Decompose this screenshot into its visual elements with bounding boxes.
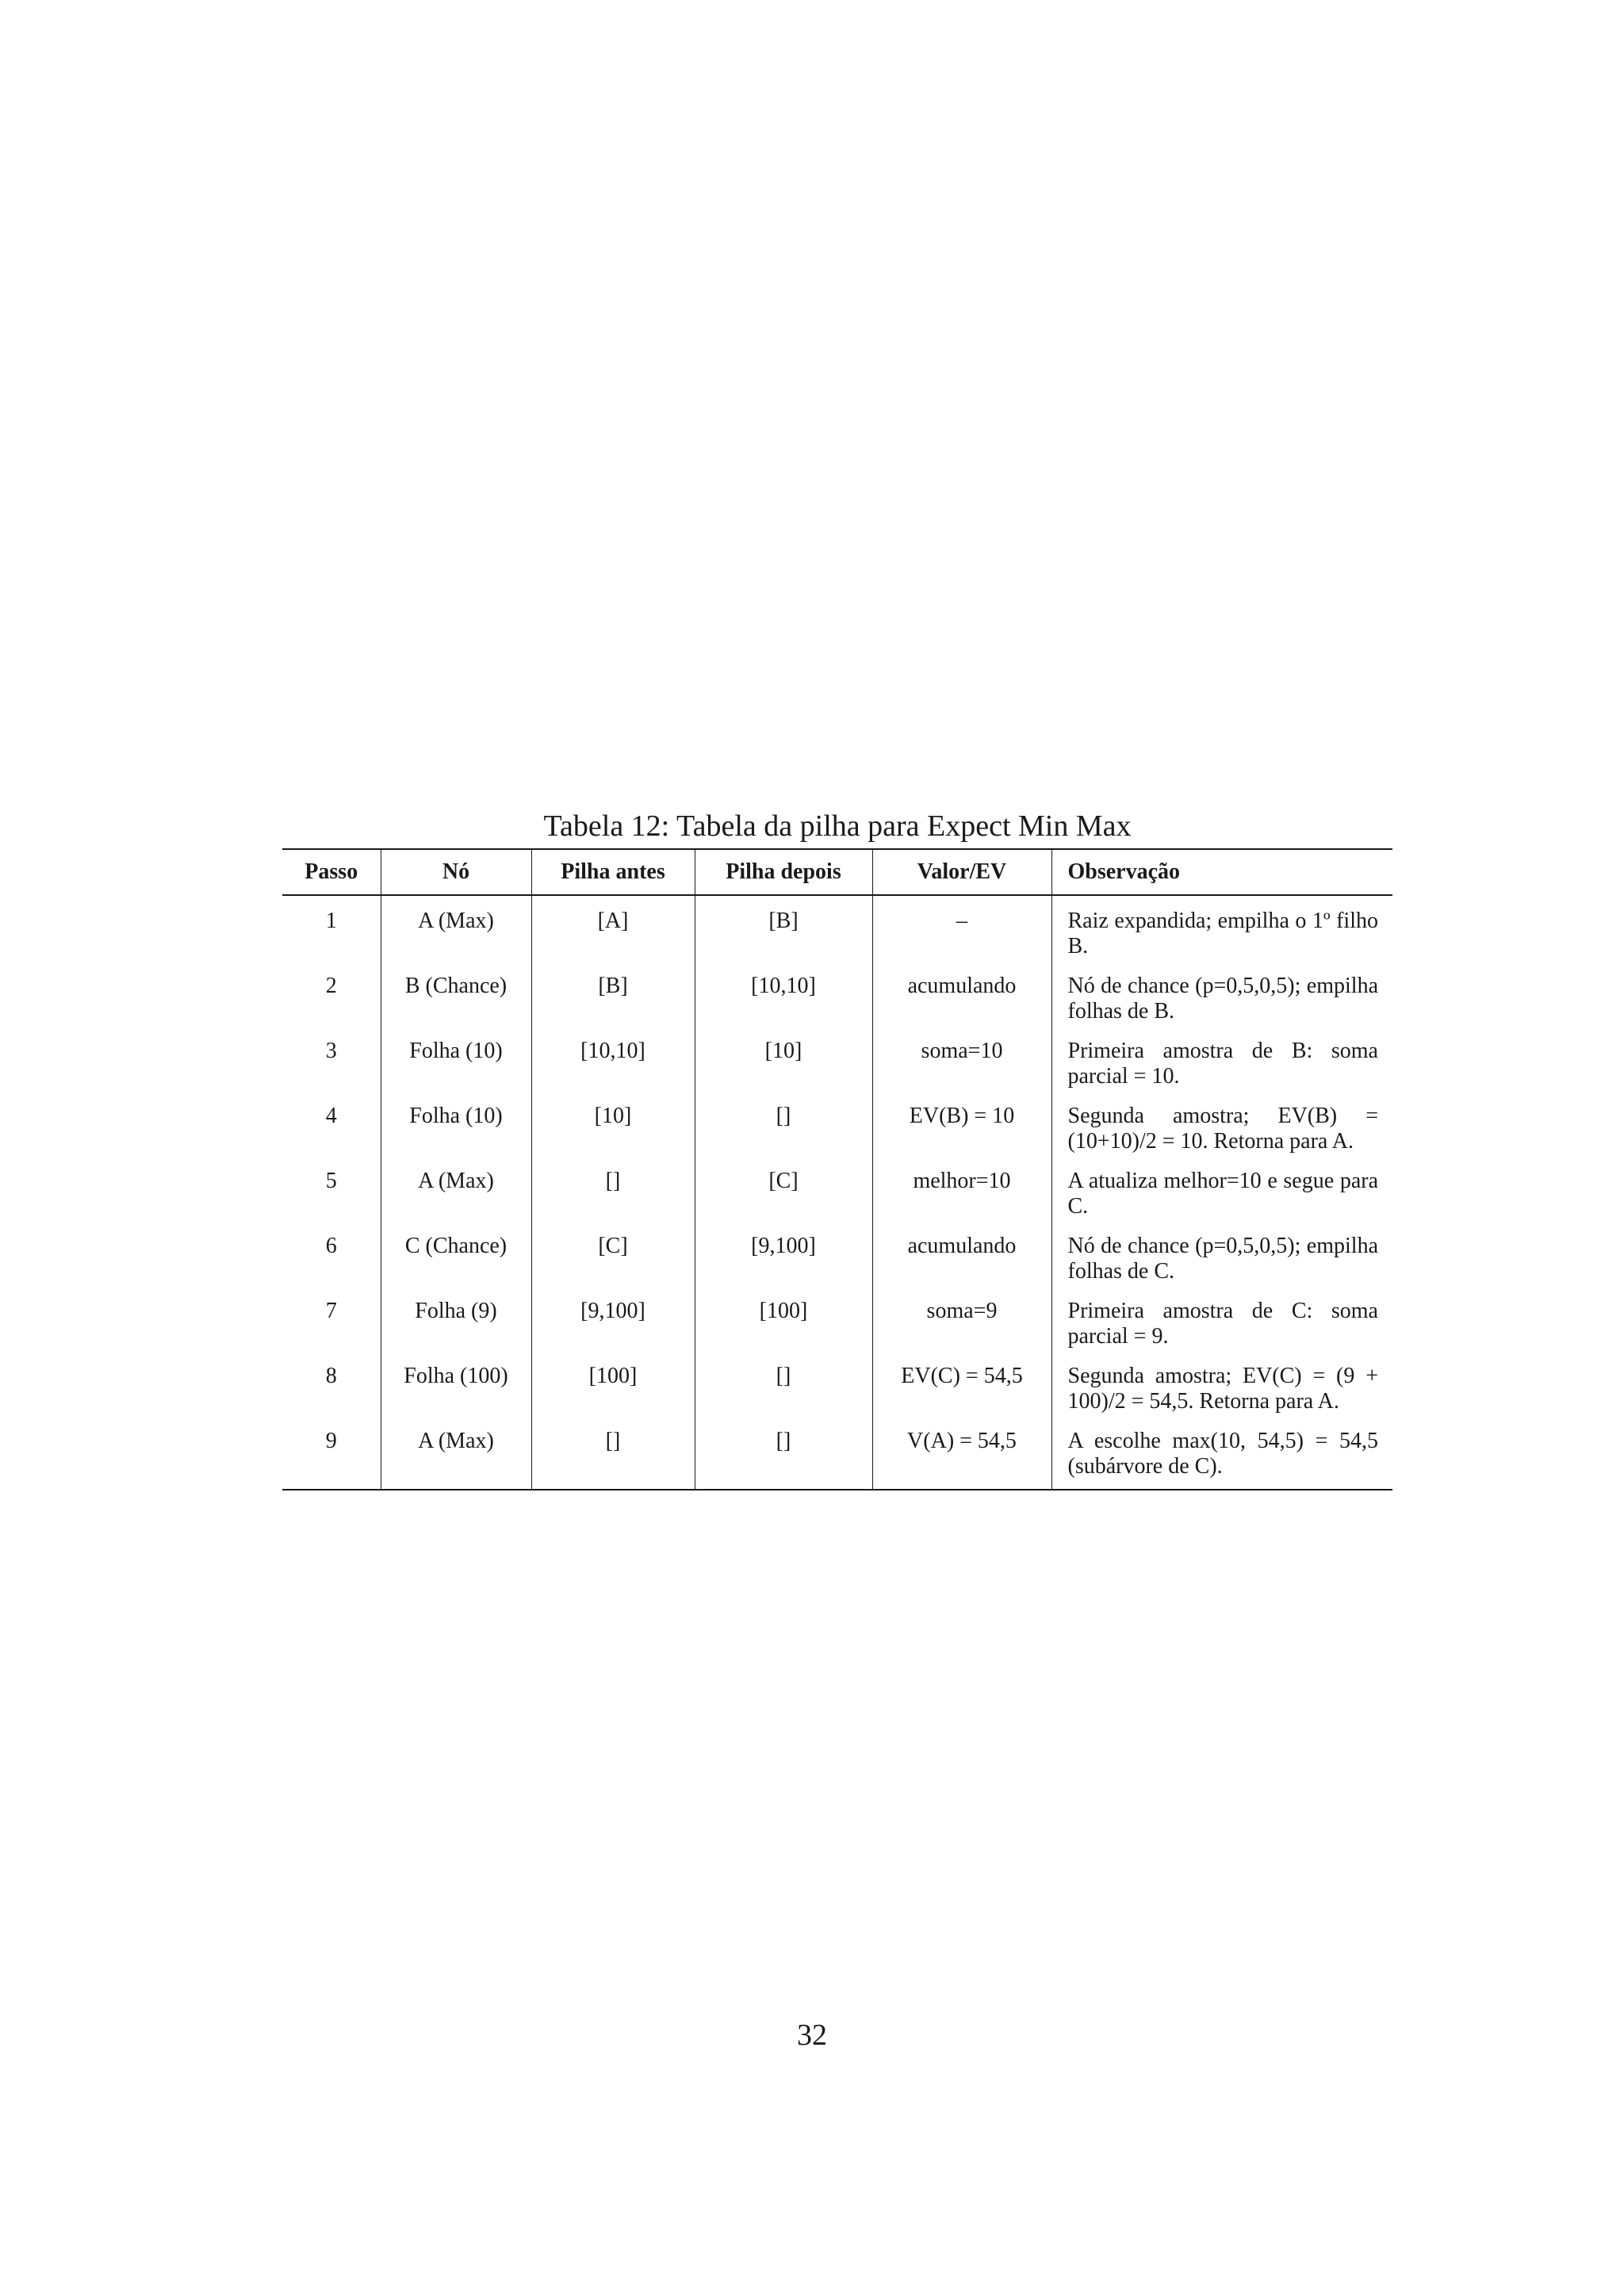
cell-observacao: Raiz expandida; empilha o 1º filho B. <box>1051 895 1392 974</box>
cell-valor-ev: acumulando <box>872 974 1051 1039</box>
cell-passo: 5 <box>325 1169 337 1193</box>
cell-pilha-depois: [C] <box>695 1169 872 1234</box>
cell-pilha-depois: [B] <box>695 895 872 974</box>
cell-pilha-depois: [10] <box>695 1039 872 1104</box>
cell-no: Folha (10) <box>381 1104 531 1169</box>
col-header-pilha-antes: Pilha antes <box>531 849 695 895</box>
cell-passo: 4 <box>325 1104 337 1128</box>
cell-observacao: A atualiza melhor=10 e segue para C. <box>1051 1169 1392 1234</box>
cell-no: C (Chance) <box>381 1234 531 1299</box>
cell-observacao: A escolhe max(10, 54,5) = 54,5 (subárvore de C). <box>1051 1429 1392 1490</box>
cell-valor-ev: EV(B) = 10 <box>872 1104 1051 1169</box>
table-row <box>282 1364 1392 1429</box>
cell-pilha-antes: [] <box>531 1429 695 1490</box>
table-row <box>282 1039 1392 1104</box>
cell-pilha-antes: [10] <box>531 1104 695 1169</box>
cell-no: Folha (100) <box>381 1364 531 1429</box>
table-row <box>282 895 1392 974</box>
cell-passo: 7 <box>325 1299 337 1323</box>
cell-valor-ev: EV(C) = 54,5 <box>872 1364 1051 1429</box>
cell-no: A (Max) <box>381 1169 531 1234</box>
col-header-valor-ev: Valor/EV <box>872 849 1051 895</box>
stack-table-container <box>282 848 1392 1490</box>
cell-pilha-depois: [] <box>695 1364 872 1429</box>
cell-passo: 9 <box>325 1429 337 1453</box>
cell-valor-ev: soma=10 <box>872 1039 1051 1104</box>
col-header-pilha-depois: Pilha depois <box>695 849 872 895</box>
cell-observacao: Primeira amostra de C: soma parcial = 9. <box>1051 1299 1392 1364</box>
cell-passo: 1 <box>325 909 337 933</box>
cell-observacao: Segunda amostra; EV(B) = (10+10)/2 = 10. Retorna para A. <box>1051 1104 1392 1169</box>
cell-pilha-antes: [100] <box>531 1364 695 1429</box>
cell-no: A (Max) <box>381 1429 531 1490</box>
stack-table <box>282 848 1392 1490</box>
cell-observacao: Nó de chance (p=0,5,0,5); empilha folhas de B. <box>1051 974 1392 1039</box>
cell-passo: 8 <box>325 1364 337 1388</box>
cell-pilha-antes: [C] <box>531 1234 695 1299</box>
table-row <box>282 974 1392 1039</box>
cell-valor-ev: soma=9 <box>872 1299 1051 1364</box>
cell-no: Folha (10) <box>381 1039 531 1104</box>
col-header-observacao: Observação <box>1051 849 1392 895</box>
col-header-no: Nó <box>381 849 531 895</box>
cell-pilha-antes: [10,10] <box>531 1039 695 1104</box>
cell-pilha-antes: [A] <box>531 895 695 974</box>
cell-pilha-antes: [] <box>531 1169 695 1234</box>
cell-pilha-depois: [10,10] <box>695 974 872 1039</box>
cell-valor-ev: – <box>872 895 1051 974</box>
cell-observacao: Segunda amostra; EV(C) = (9 + 100)/2 = 54,5. Retorna para A. <box>1051 1364 1392 1429</box>
cell-observacao: Nó de chance (p=0,5,0,5); empilha folhas de C. <box>1051 1234 1392 1299</box>
cell-pilha-depois: [9,100] <box>695 1234 872 1299</box>
cell-valor-ev: acumulando <box>872 1234 1051 1299</box>
cell-passo: 2 <box>325 974 337 998</box>
cell-pilha-antes: [9,100] <box>531 1299 695 1364</box>
cell-pilha-depois: [] <box>695 1104 872 1169</box>
page-number: 32 <box>797 2019 827 2052</box>
cell-valor-ev: V(A) = 54,5 <box>872 1429 1051 1490</box>
cell-no: Folha (9) <box>381 1299 531 1364</box>
cell-pilha-depois: [] <box>695 1429 872 1490</box>
table-row <box>282 1429 1392 1490</box>
cell-pilha-depois: [100] <box>695 1299 872 1364</box>
table-row <box>282 1299 1392 1364</box>
table-row <box>282 1104 1392 1169</box>
table-row <box>282 1169 1392 1234</box>
cell-pilha-antes: [B] <box>531 974 695 1039</box>
cell-passo: 3 <box>325 1039 337 1063</box>
cell-no: B (Chance) <box>381 974 531 1039</box>
cell-valor-ev: melhor=10 <box>872 1169 1051 1234</box>
table-caption: Tabela 12: Tabela da pilha para Expect Min Max <box>543 809 1132 843</box>
cell-observacao: Primeira amostra de B: soma parcial = 10. <box>1051 1039 1392 1104</box>
cell-no: A (Max) <box>381 895 531 974</box>
table-row <box>282 1234 1392 1299</box>
cell-passo: 6 <box>325 1234 337 1258</box>
table-header-row <box>282 849 1392 895</box>
col-header-passo: Passo <box>304 859 358 884</box>
